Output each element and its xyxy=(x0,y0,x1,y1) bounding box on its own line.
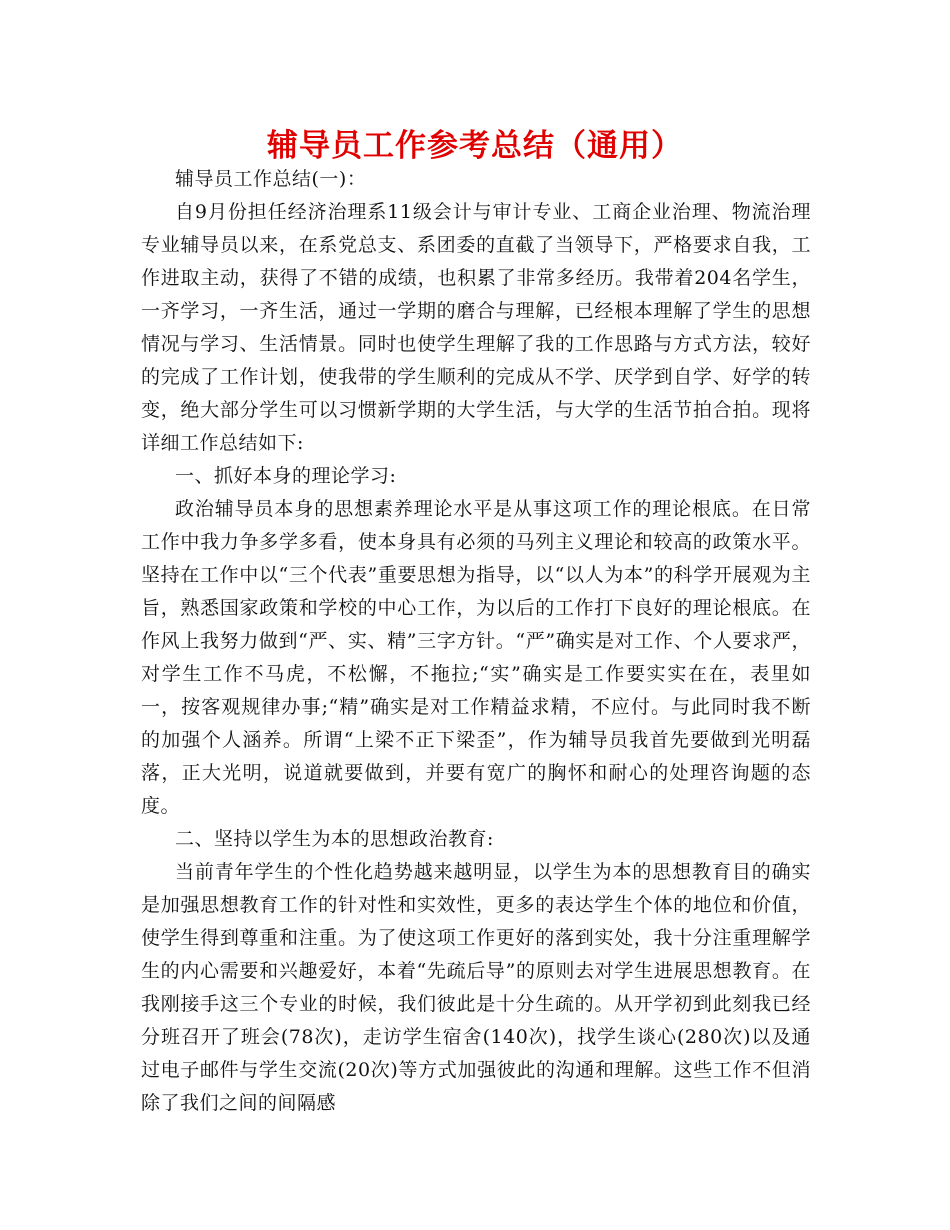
section-2-paragraph: 当前青年学生的个性化趋势越来越明显，以学生为本的思想教育目的确实是加强思想教育工作的针对性和实效性，更多的表达学生个体的地位和价值，使学生得到尊重和注重。为了使这项工作更好的落到实处，我十分注重理解学生的内心需要和兴趣爱好，本着“先疏后导”的原则去对学生进展思想教育。在我刚接手这三个专业的时候，我们彼此是十分生疏的。从开学初到此刻我已经分班召开了班会(78次)，走访学生宿舍(140次)，找学生谈心(280次)以及通过电子邮件与学生交流(20次)等方式加强彼此的沟通和理解。这些工作不但消除了我们之间的间隔感 xyxy=(141,861,811,1114)
document-subtitle: 辅导员工作总结(一)： xyxy=(175,168,367,190)
document-body xyxy=(141,163,811,1120)
section-2-heading: 二、坚持以学生为本的思想政治教育: xyxy=(175,828,494,850)
section-1-paragraph: 政治辅导员本身的思想素养理论水平是从事这项工作的理论根底。在日常工作中我力争多学多看，使本身具有必须的马列主义理论和较高的政策水平。坚持在工作中以“三个代表”重要思想为指导，以“以人为本”的科学开展观为主旨，熟悉国家政策和学校的中心工作，为以后的工作打下良好的理论根底。在作风上我努力做到“严、实、精”三字方针。“严”确实是对工作、个人要求严，对学生工作不马虎，不松懈，不拖拉;“实”确实是工作要实实在在，表里如一，按客观规律办事;“精”确实是对工作精益求精，不应付。与此同时我不断的加强个人涵养。所谓“上梁不正下梁歪”，作为辅导员我首先要做到光明磊落，正大光明，说道就要做到，并要有宽广的胸怀和耐心的处理咨询题的态度。 xyxy=(141,498,811,817)
intro-paragraph: 自9月份担任经济治理系11级会计与审计专业、工商企业治理、物流治理专业辅导员以来，在系党总支、系团委的直截了当领导下，严格要求自我，工作进取主动，获得了不错的成绩，也积累了非常多经历。我带着204名学生，一齐学习，一齐生活，通过一学期的磨合与理解，已经根本理解了学生的思想情况与学习、生活情景。同时也使学生理解了我的工作思路与方式方法，较好的完成了工作计划，使我带的学生顺利的完成从不学、厌学到自学、好学的转变，绝大部分学生可以习惯新学期的大学生活，与大学的生活节拍合拍。现将详细工作总结如下: xyxy=(141,201,811,454)
section-1-heading: 一、抓好本身的理论学习: xyxy=(175,465,397,487)
document-title: 辅导员工作参考总结（通用） xyxy=(267,128,683,164)
